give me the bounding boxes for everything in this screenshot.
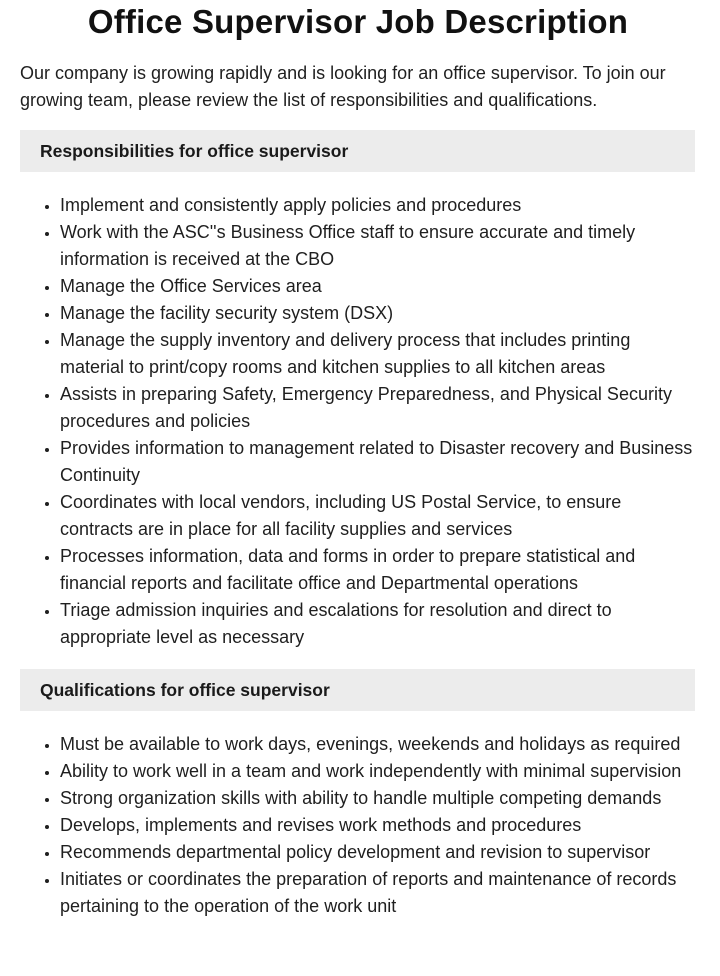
list-item: • Assists in preparing Safety, Emergency Preparedness, and Physical Security procedures and policies [60,381,696,435]
list-item: • Manage the facility security system (DSX) [60,300,696,327]
list-item: • Recommends departmental policy development and revision to supervisor [60,839,696,866]
list-item: • Must be available to work days, evenings, weekends and holidays as required [60,731,696,758]
intro-paragraph: Our company is growing rapidly and is looking for an office supervisor. To join our growing team, please review the list of responsibilities and qualifications. [20,63,666,110]
list-item: • Strong organization skills with ability to handle multiple competing demands [60,785,696,812]
list-item: • Provides information to management related to Disaster recovery and Business Continuity [60,435,696,489]
list-item: • Work with the ASC''s Business Office staff to ensure accurate and timely information is received at the CBO [60,219,696,273]
list-item: • Manage the Office Services area [60,273,696,300]
page-title: Office Supervisor Job Description [87,3,629,40]
list-item: • Coordinates with local vendors, including US Postal Service, to ensure contracts are in place for all facility supplies and services [60,489,696,543]
list-item: • Develops, implements and revises work methods and procedures [60,812,696,839]
qualifications-heading: Qualifications for office supervisor [20,669,695,711]
list-item: • Triage admission inquiries and escalations for resolution and direct to appropriate level as necessary [60,597,696,651]
responsibilities-heading: Responsibilities for office supervisor [20,130,695,172]
list-item: • Ability to work well in a team and work independently with minimal supervision [60,758,696,785]
list-item: • Manage the supply inventory and delivery process that includes printing material to print/copy rooms and kitchen supplies to all kitchen areas [60,327,696,381]
list-item: • Processes information, data and forms in order to prepare statistical and financial reports and facilitate office and Departmental operations [60,543,696,597]
list-item: • Implement and consistently apply policies and procedures [60,192,696,219]
list-item: • Initiates or coordinates the preparation of reports and maintenance of records pertaining to the operation of the work unit [60,866,696,920]
qualifications-list [20,731,696,920]
responsibilities-list [20,192,696,651]
